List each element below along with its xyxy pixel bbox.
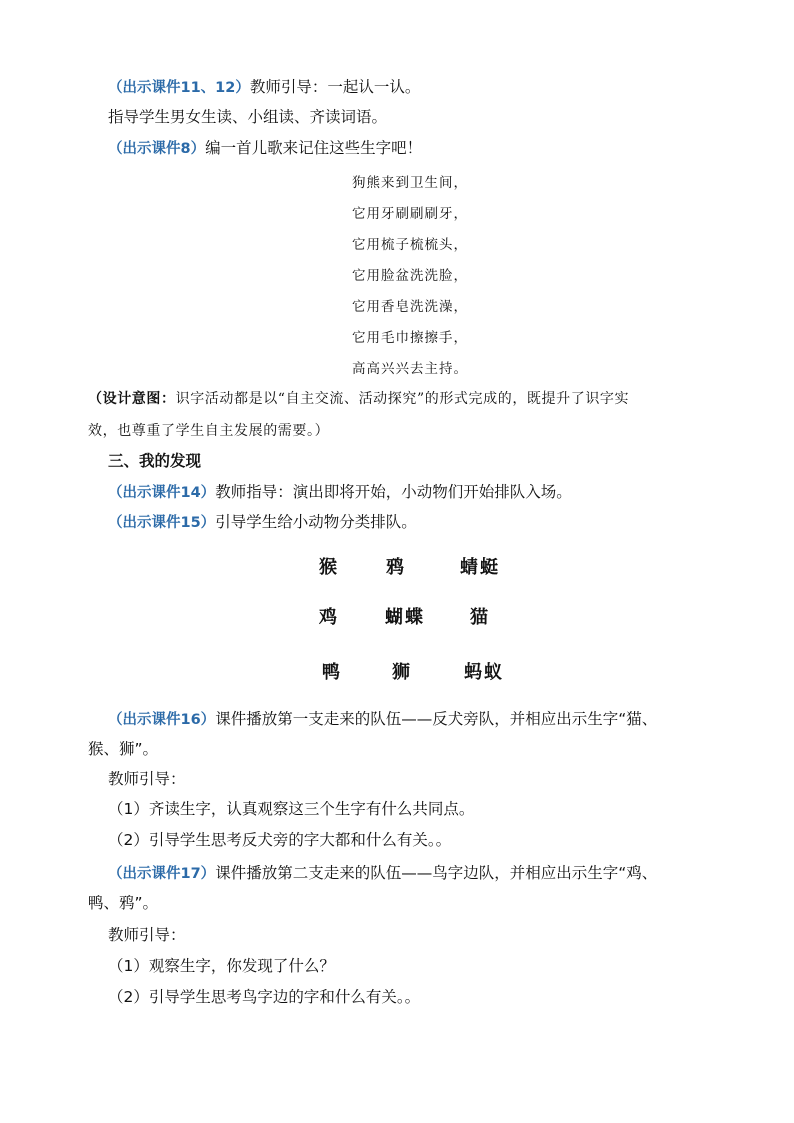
character-card: 猫 [470,607,490,628]
paragraph-courseware-15 [108,512,417,533]
design-intent-note [88,388,629,408]
paragraph-text: 编一首儿歌来记住这些生字吧！ [205,139,423,157]
courseware-cue: （出示课件15） [108,515,216,531]
guidance-item: （1）观察生字，你发现了什么？ [108,957,335,975]
courseware-cue: （出示课件14） [108,485,216,501]
design-intent-note-cont: 效，也尊重了学生自主发展的需要。） [88,423,330,439]
paragraph-courseware-11-12 [108,77,420,98]
paragraph-continuation: 猴、狮”。 [88,740,159,758]
character-card: 鸭 [322,662,342,683]
paragraph-courseware-14 [108,482,572,503]
character-card: 鸡 [319,607,339,628]
teacher-guidance-label: 教师引导： [108,770,186,788]
rhyme-line: 它用香皂洗洗澡， [352,299,468,315]
character-card: 鸦 [386,557,406,578]
paragraph-continuation: 鸭、鸦”。 [88,894,159,912]
rhyme-line: 它用牙刷刷刷牙， [352,206,468,222]
paragraph-courseware-17 [108,863,657,884]
character-card: 猴 [319,557,339,578]
paragraph-text: 引导学生给小动物分类排队。 [215,513,417,531]
paragraph-courseware-16 [108,709,657,730]
paragraph-courseware-8 [108,138,422,159]
design-intent-text: 识字活动都是以“自主交流、活动探究”的形式完成的，既提升了识字实 [175,391,630,407]
rhyme-line: 它用脸盆洗洗脸， [352,268,468,284]
paragraph-reading-guidance: 指导学生男女生读、小组读、齐读词语。 [108,108,388,126]
rhyme-line: 它用毛巾擦擦手， [352,330,468,346]
courseware-cue: （出示课件8） [108,141,206,157]
rhyme-line: 高高兴兴去主持。 [352,361,468,377]
guidance-item: （2）引导学生思考反犬旁的字大都和什么有关。。 [108,831,452,849]
teacher-guidance-label: 教师引导： [108,926,186,944]
paragraph-text: 教师指导：演出即将开始，小动物们开始排队入场。 [215,483,572,501]
character-card: 蝴蝶 [385,607,425,628]
paragraph-text: 课件播放第二支走来的队伍——鸟字边队，并相应出示生字“鸡、 [215,864,658,882]
paragraph-text: 教师引导：一起认一认。 [249,78,421,96]
character-card: 蚂蚁 [464,662,504,683]
design-intent-label: （设计意图： [88,391,176,407]
courseware-cue: （出示课件17） [108,866,216,882]
character-card: 狮 [392,662,412,683]
rhyme-line: 它用梳子梳梳头， [352,237,468,253]
paragraph-text: 课件播放第一支走来的队伍——反犬旁队，并相应出示生字“猫、 [215,710,658,728]
courseware-cue: （出示课件16） [108,712,216,728]
guidance-item: （2）引导学生思考鸟字边的字和什么有关。。 [108,988,421,1006]
courseware-cue: （出示课件11、12） [108,80,250,96]
rhyme-line: 狗熊来到卫生间， [352,175,468,191]
section-heading: 三、我的发现 [108,452,202,470]
character-card: 蜻蜓 [460,557,500,578]
guidance-item: （1）齐读生字，认真观察这三个生字有什么共同点。 [108,800,475,818]
